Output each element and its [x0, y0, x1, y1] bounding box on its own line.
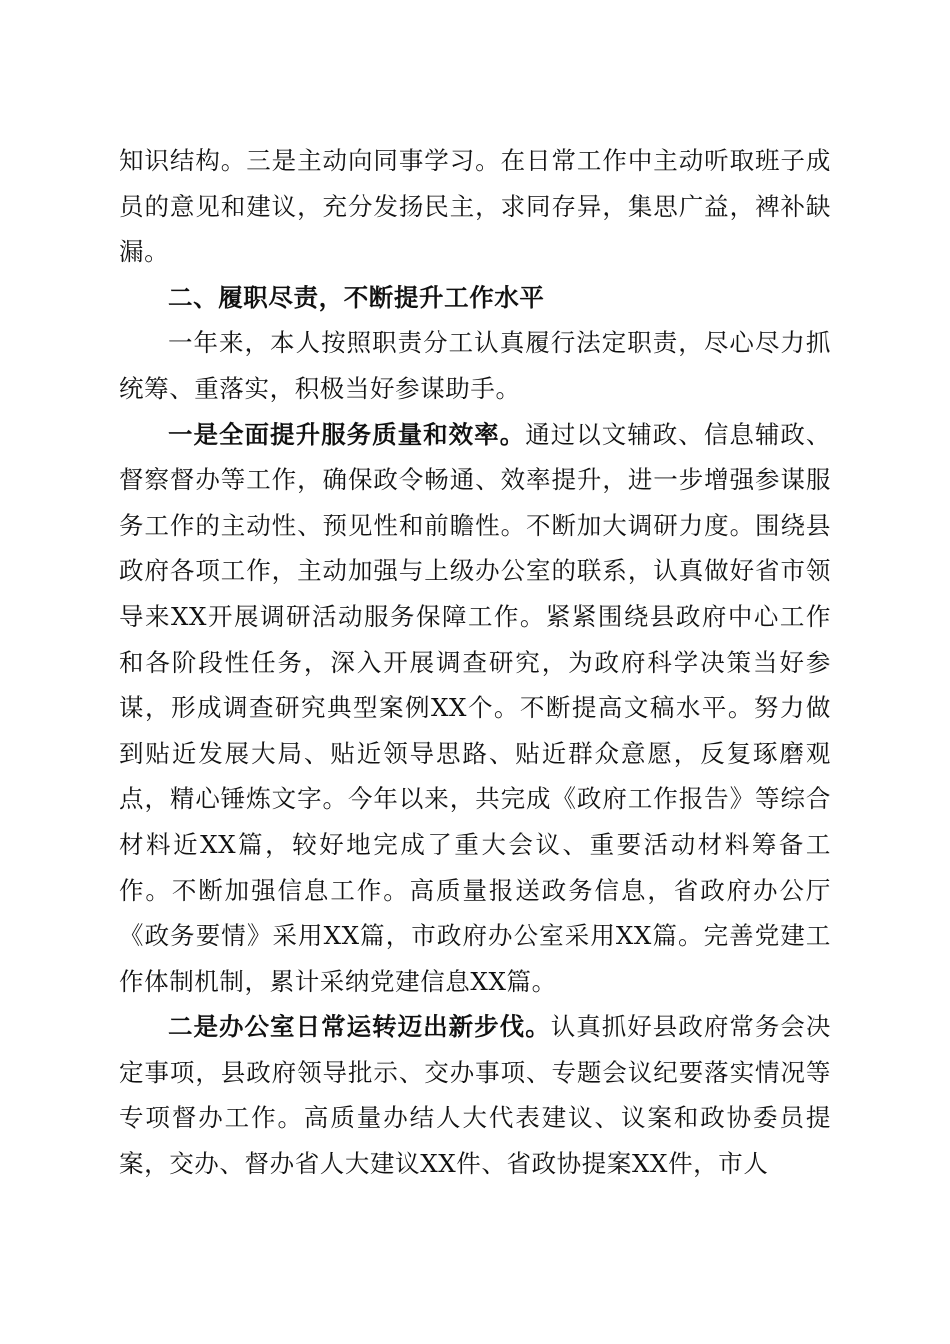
paragraph-item-2 — [119, 1004, 831, 1186]
item-2-body: 认真抓好县政府常务会决定事项，县政府领导批示、交办事项、专题会议纪要落实情况等专项督办工作。高质量办结人大代表建议、议案和政协委员提案，交办、督办省人大建议XX件、省政协提案XX件，市人 — [119, 1012, 831, 1179]
paragraph-item-1 — [119, 412, 831, 1005]
paragraph-intro: 一年来，本人按照职责分工认真履行法定职责，尽心尽力抓统筹、重落实，积极当好参谋助手。 — [119, 328, 831, 403]
paragraph-continuation: 知识结构。三是主动向同事学习。在日常工作中主动听取班子成员的意见和建议，充分发扬民主，求同存异，集思广益，裨补缺漏。 — [119, 146, 831, 267]
item-2-lead: 二是办公室日常运转迈出新步伐。 — [168, 1012, 551, 1042]
item-1-body: 通过以文辅政、信息辅政、督察督办等工作，确保政令畅通、效率提升，进一步增强参谋服务工作的主动性、预见性和前瞻性。不断加大调研力度。围绕县政府各项工作，主动加强与上级办公室的联系，认真做好省市领导来XX开展调研活动服务保障工作。紧紧围绕县政府中心工作和各阶段性任务，深入开展调查研究，为政府科学决策当好参谋，形成调查研究典型案例XX个。不断提高文稿水平。努力做到贴近发展大局、贴近领导思路、贴近群众意愿，反复琢磨观点，精心锤炼文字。今年以来，共完成《政府工作报告》等综合材料近XX篇，较好地完成了重大会议、重要活动材料筹备工作。不断加强信息工作。高质量报送政务信息，省政府办公厅《政务要情》采用XX篇，市政府办公室采用XX篇。完善党建工作体制机制，累计采纳党建信息XX篇。 — [119, 419, 831, 996]
item-1-lead: 一是全面提升服务质量和效率。 — [168, 419, 526, 449]
document-body — [119, 138, 831, 1187]
section-heading: 二、履职尽责，不断提升工作水平 — [168, 282, 545, 312]
